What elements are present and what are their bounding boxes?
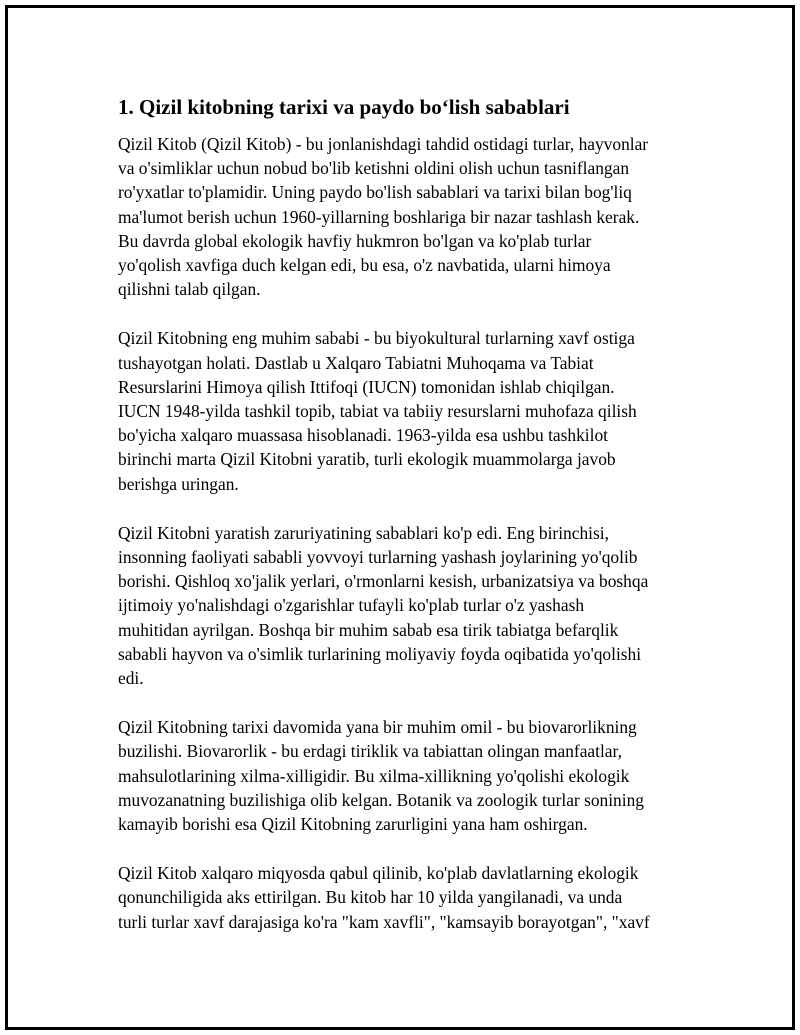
text-line: birinchi marta Qizil Kitobni yaratib, turli ekologik muammolarga javob [118, 449, 616, 470]
text-line: Qizil Kitob xalqaro miqyosda qabul qilinib, ko'plab davlatlarning ekologik [118, 863, 639, 884]
text-line: muhitidan ayrilgan. Boshqa bir muhim sabab esa tirik tabiatga befarqlik [118, 619, 619, 640]
text-line: Qizil Kitobning tarixi davomida yana bir muhim omil - bu biovarorlikning [118, 717, 637, 738]
text-line: tushayotgan holati. Dastlab u Xalqaro Tabiatni Muhoqama va Tabiat [118, 352, 594, 373]
text-line: kamayib borishi esa Qizil Kitobning zarurligini yana ham oshirgan. [118, 814, 588, 835]
text-line: yo'qolish xavfiga duch kelgan edi, bu esa, o'z navbatida, ularni himoya [118, 255, 611, 276]
text-line: berishga uringan. [118, 473, 239, 494]
text-line: va o'simliklar uchun nobud bo'lib ketishni oldini olish uchun tasniflangan [118, 158, 630, 179]
paragraph-1 [118, 132, 688, 301]
text-line: sababli hayvon va o'simlik turlarining moliyaviy foyda oqibatida yo'qolishi [118, 643, 642, 664]
paragraph-4 [118, 715, 688, 836]
text-line: ro'yxatlar to'plamidir. Uning paydo bo'lish sabablari va tarixi bilan bog'liq [118, 182, 632, 203]
text-line: Qizil Kitobning eng muhim sababi - bu biyokultural turlarning xavf ostiga [118, 328, 635, 349]
text-line: turli turlar xavf darajasiga ko'ra "kam xavfli", "kamsayib borayotgan", "xavf [118, 911, 650, 932]
paragraph-2 [118, 326, 688, 495]
text-line: Resurslarini Himoya qilish Ittifoqi (IUCN) tomonidan ishlab chiqilgan. [118, 376, 615, 397]
text-line: muvozanatning buzilishiga olib kelgan. Botanik va zoologik turlar sonining [118, 789, 644, 810]
text-line: Qizil Kitob (Qizil Kitob) - bu jonlanishdagi tahdid ostidagi turlar, hayvonlar [118, 134, 649, 154]
section-heading: 1. Qizil kitobning tarixi va paydo bo‘lish sabablari [118, 95, 570, 119]
text-line: insonning faoliyati sababli yovvoyi turlarning yashash joylarining yo'qolib [118, 547, 638, 568]
text-line: edi. [118, 668, 144, 689]
text-line: Qizil Kitobni yaratish zaruriyatining sabablari ko'p edi. Eng birinchisi, [118, 522, 609, 543]
text-line: borishi. Qishloq xo'jalik yerlari, o'rmonlarni kesish, urbanizatsiya va boshqa [118, 571, 649, 592]
paragraph-5 [118, 861, 688, 934]
text-line: qilishni talab qilgan. [118, 279, 261, 300]
paragraph-3 [118, 521, 688, 690]
text-line: mahsulotlarining xilma-xilligidir. Bu xilma-xillikning yo'qolishi ekologik [118, 765, 630, 786]
text-line: IUCN 1948-yilda tashkil topib, tabiat va tabiiy resurslarni muhofaza qilish [118, 401, 637, 422]
text-line: bo'yicha xalqaro muassasa hisoblanadi. 1963-yilda esa ushbu tashkilot [118, 425, 608, 446]
text-line: Bu davrda global ekologik havfiy hukmron bo'lgan va ko'plab turlar [118, 230, 592, 251]
text-line: qonunchiligida aks ettirilgan. Bu kitob har 10 yilda yangilanadi, va unda [118, 887, 623, 908]
text-line: ma'lumot berish uchun 1960-yillarning boshlariga bir nazar tashlash kerak. [118, 206, 640, 227]
document-body [118, 93, 688, 959]
text-line: ijtimoiy yo'nalishdagi o'zgarishlar tufayli ko'plab turlar o'z yashash [118, 595, 585, 616]
text-line: buzilishi. Biovarorlik - bu erdagi tiriklik va tabiattan olingan manfaatlar, [118, 741, 622, 762]
